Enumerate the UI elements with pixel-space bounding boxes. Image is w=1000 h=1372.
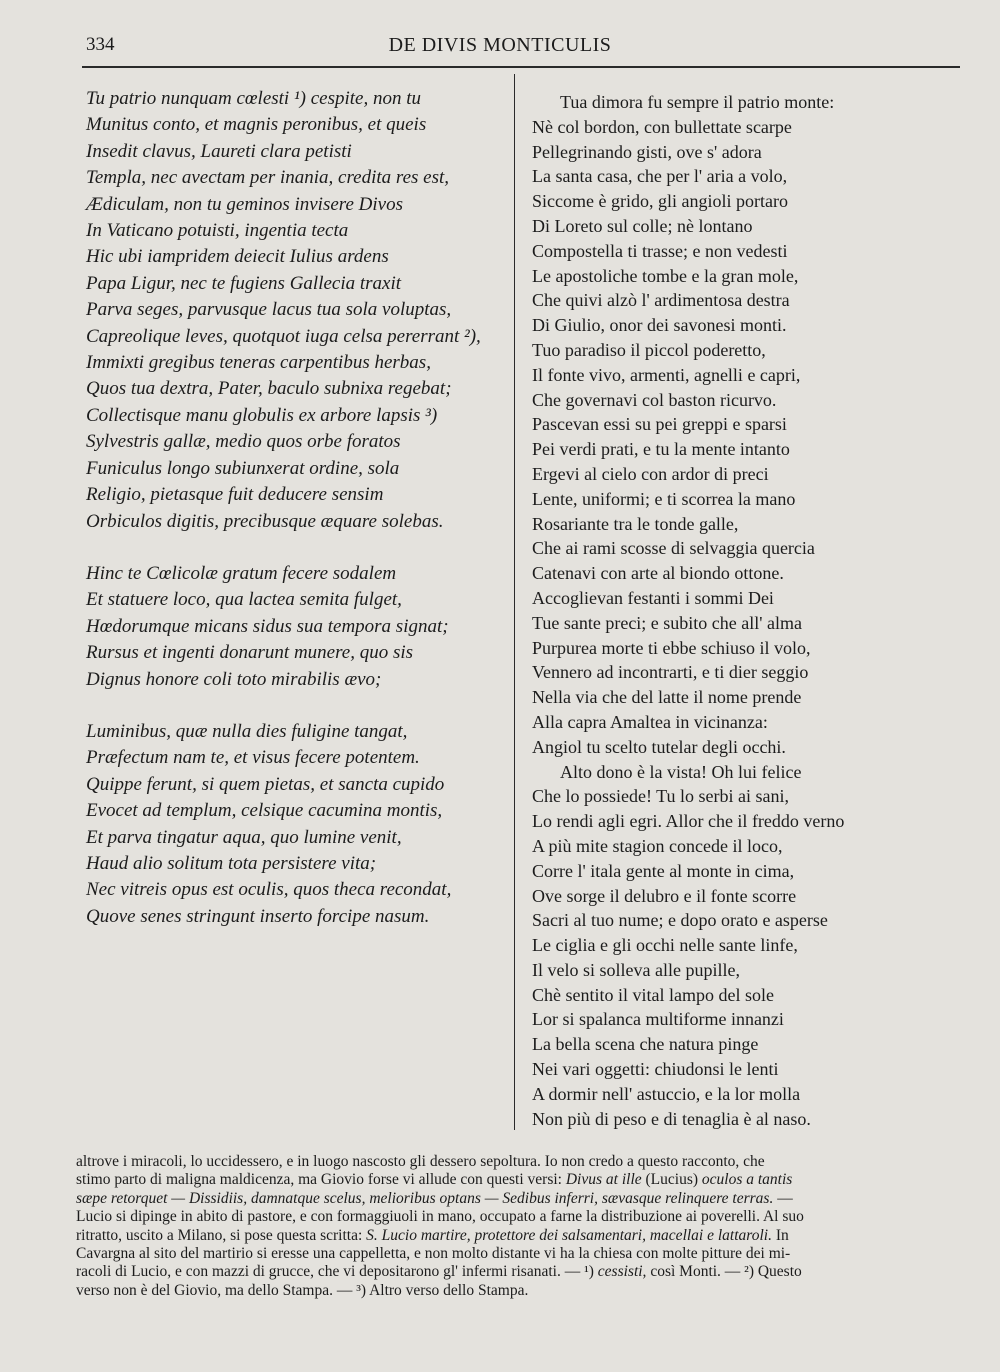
latin-verse-line: Orbiculos digitis, precibusque æquare solebas. <box>86 510 444 532</box>
footnote-text: In <box>771 1226 789 1244</box>
latin-stanza <box>86 719 506 930</box>
footnote-text: così Monti. — ²) Questo <box>646 1263 802 1281</box>
footnote-line <box>76 1208 956 1226</box>
italian-verse-line: Nei vari oggetti: chiudonsi le lenti <box>532 1059 779 1080</box>
latin-verse-line: Evocet ad templum, celsique cacumina montis, <box>86 800 443 822</box>
latin-verse-line: Papa Ligur, nec te fugiens Gallecia traxit <box>86 272 402 294</box>
footnote-line <box>76 1227 956 1245</box>
italian-verse-line: Rosariante tra le tonde galle, <box>532 513 739 534</box>
latin-verse-line: Haud alio solitum tota persistere vita; <box>86 852 377 874</box>
italian-verse-line: La bella scena che natura pinge <box>532 1034 759 1055</box>
footnote-text: verso non è del Giovio, ma dello Stampa. — ³) Altro verso dello Stampa. <box>76 1281 529 1299</box>
footnote-text: altrove i miracoli, lo uccidessero, e in luogo nascosto gli dessero sepoltura. Io non credo a questo racconto, che <box>76 1153 765 1170</box>
latin-verse-line: Munitus conto, et magnis peronibus, et queis <box>86 114 427 136</box>
italian-verse-line: Lo rendi agli egri. Allor che il freddo verno <box>532 811 845 832</box>
latin-verse-line: Et statuere loco, qua lactea semita fulget, <box>86 589 402 611</box>
footnote-line <box>76 1171 956 1189</box>
latin-poem-column <box>86 86 506 956</box>
italian-verse-line: Vennero ad incontrarti, e ti dier seggio <box>532 662 809 683</box>
italian-verse-line: Corre l' itala gente al monte in cima, <box>532 860 795 881</box>
latin-verse-line: Hœdorumque micans sidus sua tempora signat; <box>86 615 449 637</box>
italian-verse-line: Che governavi col baston ricurvo. <box>532 389 777 410</box>
italian-verse-line: Compostella ti trasse; e non vedesti <box>532 240 788 261</box>
italian-verse-line: Lente, uniformi; e ti scorrea la mano <box>532 488 796 509</box>
italian-translation-column <box>532 90 952 1131</box>
italian-verse-line: Nella via che del latte il nome prende <box>532 687 802 708</box>
footnote-line <box>76 1190 956 1208</box>
latin-verse-line: Immixti gregibus teneras carpentibus herbas, <box>86 352 431 374</box>
latin-verse-line: Collectisque manu globulis ex arbore lapsis ³) <box>86 404 438 426</box>
latin-verse-line: Religio, pietasque fuit deducere sensim <box>86 484 384 506</box>
italian-verse-line: Le ciglia e gli occhi nelle sante linfe, <box>532 935 798 956</box>
italian-verse-line: La santa casa, che per l' aria a volo, <box>532 166 788 187</box>
italian-verse-line: Le apostoliche tombe e la gran mole, <box>532 265 799 286</box>
italian-verse-line: Nè col bordon, con bullettate scarpe <box>532 116 792 137</box>
footnote-quote: S. Lucio martire, protettore dei salsamentari, macellai e lattaroli. <box>366 1226 772 1244</box>
italian-verse-line: Accoglievan festanti i sommi Dei <box>532 587 774 608</box>
italian-verse-line: Tua dimora fu sempre il patrio monte: <box>560 92 835 112</box>
latin-verse-line: Et parva tingatur aqua, quo lumine venit, <box>86 826 402 848</box>
footnote-line <box>76 1263 956 1281</box>
footnotes <box>76 1153 956 1300</box>
italian-verse-line: Alla capra Amaltea in vicinanza: <box>532 711 768 732</box>
latin-verse-line: Tu patrio nunquam cœlesti ¹) cespite, non tu <box>86 88 422 109</box>
italian-verse-line: Di Giulio, onor dei savonesi monti. <box>532 315 787 336</box>
footnote-line <box>76 1153 956 1171</box>
italian-verse-line: Ergevi al cielo con ardor di preci <box>532 463 769 484</box>
latin-verse-line: Nec vitreis opus est oculis, quos theca recondat, <box>86 879 452 901</box>
footnote-quote: Divus at ille <box>565 1171 642 1189</box>
italian-verse-line: Che quivi alzò l' ardimentosa destra <box>532 290 790 311</box>
italian-verse-line: Tue sante preci; e subito che all' alma <box>532 612 802 633</box>
italian-verse-line: Alto dono è la vista! Oh lui felice <box>560 761 802 782</box>
italian-verse-line: Il fonte vivo, armenti, agnelli e capri, <box>532 364 801 385</box>
latin-verse-line: Quippe ferunt, si quem pietas, et sancta cupido <box>86 773 445 795</box>
latin-verse-line: Rursus et ingenti donarunt munere, quo sis <box>86 642 414 664</box>
latin-verse-line: Præfectum nam te, et visus fecere potentem. <box>86 747 420 769</box>
running-title: DE DIVIS MONTICULIS <box>388 34 612 56</box>
footnote-text: — <box>773 1189 793 1207</box>
footnote-line <box>76 1282 956 1300</box>
footnote-quote: cessisti, <box>597 1263 647 1281</box>
italian-verse-line: Tuo paradiso il piccol poderetto, <box>532 339 766 360</box>
latin-verse-line: Capreolique leves, quotquot iuga celsa pererrant ²), <box>86 325 481 347</box>
italian-verse-line: Pascevan essi su pei greppi e sparsi <box>532 414 787 435</box>
italian-verse-line: A più mite stagion concede il loco, <box>532 835 783 856</box>
footnote-text: Cavargna al sito del martirio si eresse una cappelletta, e non molto distante vi ha la chiesa con molte pitture dei mi- <box>76 1245 791 1263</box>
column-divider <box>514 74 515 1130</box>
latin-verse-line: Hinc te Cœlicolæ gratum fecere sodalem <box>86 562 397 584</box>
italian-verse-line: Che ai rami scosse di selvaggia quercia <box>532 538 815 559</box>
footnote-text: Lucio si dipinge in abito di pastore, e con formaggiuoli in mano, occupato a farne la distribuzione ai poverelli. Al suo <box>76 1208 804 1226</box>
latin-stanza <box>86 86 506 535</box>
page-number: 334 <box>86 34 115 55</box>
latin-verse-line: Luminibus, quæ nulla dies fuligine tangat, <box>86 720 408 742</box>
latin-verse-line: Funiculus longo subiunxerat ordine, sola <box>86 457 400 479</box>
latin-verse-line: Insedit clavus, Laureti clara petisti <box>86 140 352 162</box>
italian-verse-line: Angiol tu scelto tutelar degli occhi. <box>532 736 786 757</box>
italian-verse-line: Chè sentito il vital lampo del sole <box>532 984 774 1005</box>
latin-verse-line: Ædiculam, non tu geminos invisere Divos <box>86 193 403 215</box>
italian-verse-line: Siccome è grido, gli angioli portaro <box>532 191 788 212</box>
italian-verse-line: Pei verdi prati, e tu la mente intanto <box>532 439 790 460</box>
latin-verse-line: Sylvestris gallæ, medio quos orbe foratos <box>86 431 401 453</box>
italian-verse-line: Il velo si solleva alle pupille, <box>532 959 740 980</box>
footnote-quote: oculos a tantis <box>701 1171 793 1189</box>
footnote-quote: sæpe retorquet — Dissidiis, damnatque scelus, melioribus optans — Sedibus inferri, sævasque relinquere terras. <box>76 1189 774 1207</box>
italian-verse-line: Lor si spalanca multiforme innanzi <box>532 1009 784 1030</box>
latin-verse-line: Quos tua dextra, Pater, baculo subnixa regebat; <box>86 378 452 400</box>
latin-verse-line: Templa, nec avectam per inania, credita res est, <box>86 167 450 189</box>
latin-verse-line: Hic ubi iampridem deiecit Iulius ardens <box>86 246 389 268</box>
italian-verse-line: Non più di peso e di tenaglia è al naso. <box>532 1108 811 1129</box>
italian-verse-line: Che lo possiede! Tu lo serbi ai sani, <box>532 786 789 807</box>
latin-verse-line: In Vaticano potuisti, ingentia tecta <box>86 220 349 242</box>
latin-verse-line: Parva seges, parvusque lacus tua sola voluptas, <box>86 299 452 321</box>
italian-verse-line: Purpurea morte ti ebbe schiuso il volo, <box>532 637 811 658</box>
italian-verse-line: Ove sorge il delubro e il fonte scorre <box>532 885 797 906</box>
footnote-line <box>76 1245 956 1263</box>
italian-verse-line: A dormir nell' astuccio, e la lor molla <box>532 1083 801 1104</box>
italian-verse-line: Catenavi con arte al biondo ottone. <box>532 563 784 584</box>
italian-verse-line: Di Loreto sul colle; nè lontano <box>532 215 753 236</box>
italian-verse-line: Pellegrinando gisti, ove s' adora <box>532 141 762 162</box>
latin-verse-line: Dignus honore coli toto mirabilis ævo; <box>86 668 382 690</box>
footnote-text: racoli di Lucio, e con mazzi di grucce, che vi depositarono gl' infermi risanati. — ¹) <box>76 1263 598 1281</box>
header-rule <box>82 66 960 68</box>
footnote-text: ritratto, uscito a Milano, si pose questa scritta: <box>76 1226 367 1244</box>
italian-verse-line: Sacri al tuo nume; e dopo orato e asperse <box>532 910 828 931</box>
footnote-text: (Lucius) <box>641 1171 702 1189</box>
footnote-text: stimo parto di maligna maldicenza, ma Giovio forse vi allude con questi versi: <box>76 1171 566 1189</box>
latin-verse-line: Quove senes stringunt inserto forcipe nasum. <box>86 905 430 927</box>
latin-stanza <box>86 561 506 693</box>
